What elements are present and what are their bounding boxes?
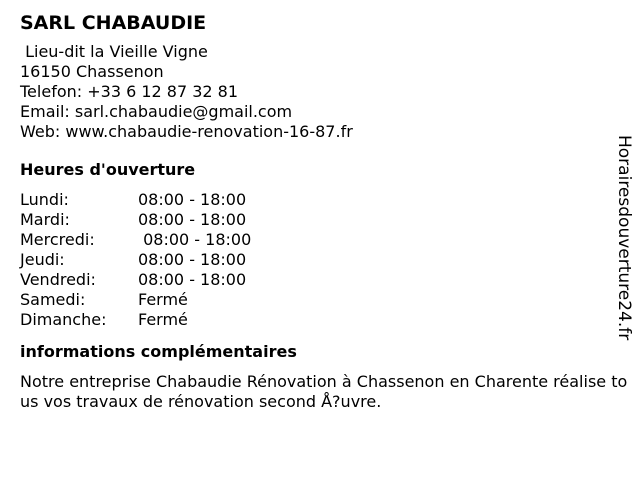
hours-time: 08:00 - 18:00 — [138, 250, 247, 269]
hours-time: 08:00 - 18:00 — [138, 230, 252, 249]
hours-day: Vendredi: — [20, 270, 96, 289]
hours-row — [20, 250, 630, 270]
listing-content — [20, 10, 630, 412]
company-name: SARL CHABAUDIE — [20, 12, 207, 34]
hours-day: Mardi: — [20, 210, 70, 229]
site-watermark: Horairesdouverture24.fr — [614, 135, 634, 341]
address-line-2: 16150 Chassenon — [20, 62, 164, 81]
hours-row — [20, 270, 630, 290]
hours-day: Jeudi: — [20, 250, 65, 269]
additional-info-title: informations complémentaires — [20, 342, 297, 361]
email-line: Email: sarl.chabaudie@gmail.com — [20, 102, 293, 121]
additional-info-text: Notre entreprise Chabaudie Rénovation à Chassenon en Charente réalise tous vos travaux de rénovation second Å?uvre. — [20, 372, 628, 411]
hours-day: Samedi: — [20, 290, 86, 309]
hours-time: Fermé — [138, 310, 188, 329]
hours-row — [20, 210, 630, 230]
address-line-1: Lieu-dit la Vieille Vigne — [20, 42, 208, 61]
hours-time: 08:00 - 18:00 — [138, 270, 247, 289]
hours-day: Dimanche: — [20, 310, 107, 329]
hours-time: 08:00 - 18:00 — [138, 190, 247, 209]
hours-row — [20, 310, 630, 330]
opening-hours-title: Heures d'ouverture — [20, 160, 196, 179]
hours-day: Mercredi: — [20, 230, 95, 249]
hours-row — [20, 230, 630, 250]
web-line: Web: www.chabaudie-renovation-16-87.fr — [20, 122, 353, 141]
hours-day: Lundi: — [20, 190, 69, 209]
hours-time: 08:00 - 18:00 — [138, 210, 247, 229]
hours-row — [20, 290, 630, 310]
hours-row — [20, 190, 630, 210]
phone-line: Telefon: +33 6 12 87 32 81 — [20, 82, 239, 101]
hours-time: Fermé — [138, 290, 188, 309]
